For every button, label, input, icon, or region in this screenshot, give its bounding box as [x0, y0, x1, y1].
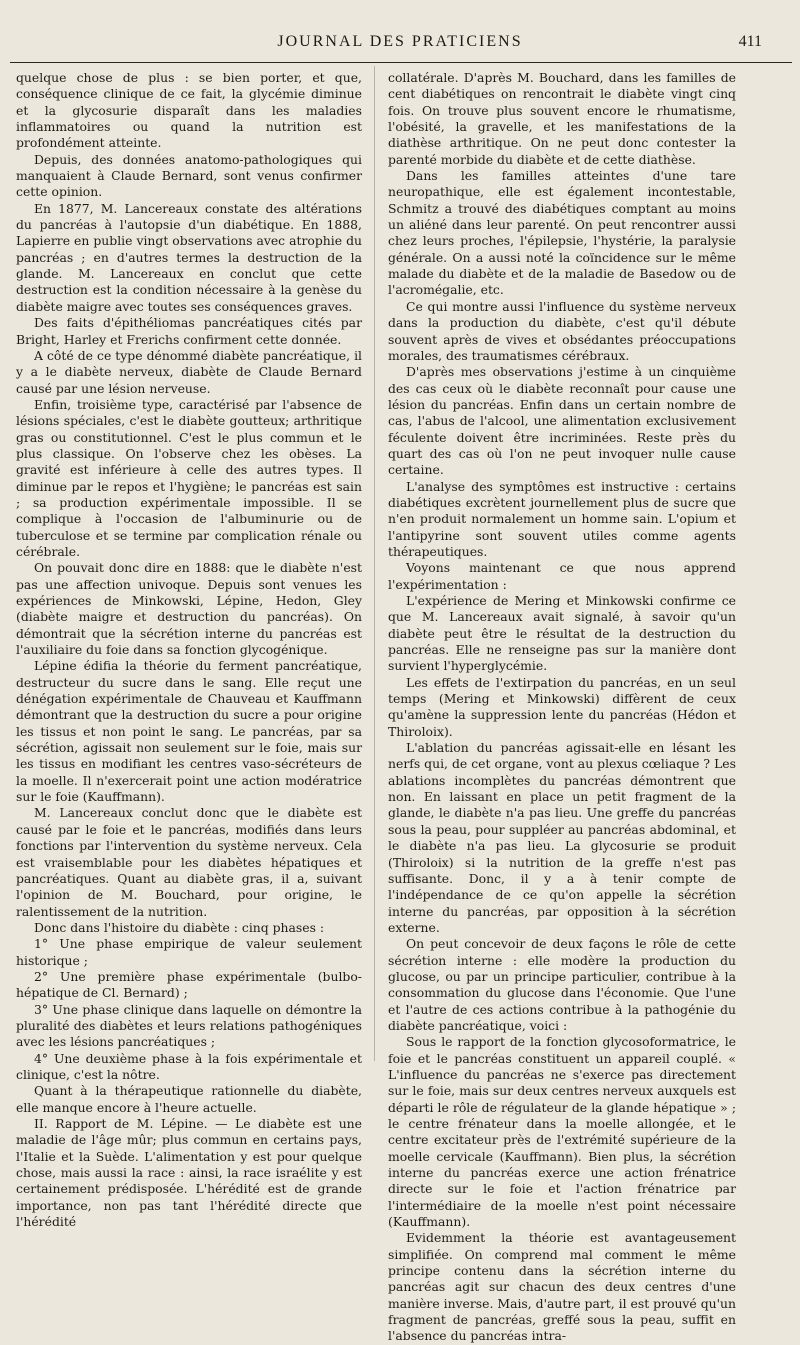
section-paragraph: II. Rapport de M. Lépine. — Le diabète est une maladie de l'âge mûr; plus commun en certains pays, l'Italie et la Suède. L'alimentation y est pour quelque chose, mais aussi la race : ainsi, la race israélite y est certainement prédisposée. L'hérédité est de grande importance, non pas tant l'hérédité directe que l'hérédité	[16, 1116, 362, 1230]
paragraph: Quant à la thérapeutique rationnelle du diabète, elle manque encore à l'heure actuelle.	[16, 1083, 362, 1115]
right-column	[388, 70, 736, 1344]
page-number: 411	[738, 33, 762, 50]
paragraph: Les effets de l'extirpation du pancréas, en un seul temps (Mering et Minkowski) diffèrent de ceux qu'amène la suppression lente du pancréas (Hédon et Thiroloix).	[388, 674, 736, 739]
paragraph: A côté de ce type dénommé diabète pancréatique, il y a le diabète nerveux, diabète de Claude Bernard causé par une lésion nerveuse.	[16, 347, 362, 396]
paragraph: Ce qui montre aussi l'influence du système nerveux dans la production du diabète, c'est qu'il débute souvent après de vives et obsédantes préoccupations morales, des traumatismes cérébraux.	[388, 298, 736, 363]
paragraph: Sous le rapport de la fonction glycosoformatrice, le foie et le pancréas constituent un appareil couplé. « L'influence du pancréas ne s'exerce pas directement sur le foie, mais sur deux centres nerveux auxquels est départi le rôle de régulateur de la glande hépatique » ; le centre frénateur dans la moelle allongée, et le centre excitateur près de l'extrémité supérieure de la moelle cervicale (Kauffmann). Bien plus, la sécrétion interne du pancréas exerce une action frénatrice directe sur le foie et l'action frénatrice par l'intermédiaire de la moelle n'est point nécessaire (Kauffmann).	[388, 1034, 736, 1230]
list-item: 2° Une première phase expérimentale (bulbo-hépatique de Cl. Bernard) ;	[16, 968, 362, 1001]
paragraph: L'expérience de Mering et Minkowski confirme ce que M. Lancereaux avait signalé, à savoir qu'un diabète peut être le résultat de la destruction du pancréas. Elle ne renseigne pas sur la manière dont survient l'hyperglycémie.	[388, 593, 736, 674]
paragraph: Dans les familles atteintes d'une tare neuropathique, elle est également incontestable, Schmitz a trouvé des diabétiques comptant au moins un aliéné dans leur parenté. On peut rencontrer aussi chez leurs proches, l'épilepsie, l'hystérie, la paralysie générale. On a aussi noté la coïncidence sur le même malade du diabète et de la maladie de Basedow ou de l'acromégalie, etc.	[388, 168, 736, 298]
list-item: 3° Une phase clinique dans laquelle on démontre la pluralité des diabètes et leurs relations pathogéniques avec les lésions pancréatiques ;	[16, 1001, 362, 1050]
paragraph: Donc dans l'histoire du diabète : cinq phases :	[34, 919, 325, 935]
paragraph: Lépine édifia la théorie du ferment pancréatique, destructeur du sucre dans le sang. Elle reçut une dénégation expérimentale de Chauveau et Kauffmann démontrant que la destruction du sucre a pour origine les tissus et non point le sang. Le pancréas, par sa sécrétion, agissait non seulement sur le foie, mais sur les tissus en modifiant les centres vaso-sécréteurs de la moelle. Il n'exercerait point une action modératrice sur le foie (Kauffmann).	[16, 658, 362, 805]
list-item: 1° Une phase empirique de valeur seulement historique ;	[16, 936, 362, 968]
paragraph: quelque chose de plus : se bien porter, et que, conséquence clinique de ce fait, la glycémie diminue et la glycosurie disparaît dans les maladies inflammatoires ou quand la nutrition est profondément atteinte.	[16, 70, 362, 151]
column-divider	[374, 66, 375, 1061]
paragraph: Des faits d'épithéliomas pancréatiques cités par Bright, Harley et Frerichs confirment cette donnée.	[16, 315, 362, 347]
list-item: 4° Une deuxième phase à la fois expérimentale et clinique, c'est la nôtre.	[16, 1050, 362, 1082]
paragraph: On pouvait donc dire en 1888: que le diabète n'est pas une affection univoque. Depuis sont venues les expériences de Minkowski, Lépine, Hedon, Gley (diabète maigre et destruction du pancréas). On démontrait que la sécrétion interne du pancréas est l'auxiliaire du foie dans sa fonction glycogénique.	[16, 560, 362, 658]
header-rule	[10, 62, 792, 63]
left-column	[16, 70, 362, 1230]
paragraph: L'ablation du pancréas agissait-elle en lésant les nerfs qui, de cet organe, vont au plexus cœliaque ? Les ablations incomplètes du pancréas démontrent que non. En laissant en place un petit fragment de la glande, le diabète n'a pas lieu. Une greffe du pancréas sous la peau, pour suppléer au pancréas abdominal, et le diabète n'a pas lieu. La glycosurie se produit (Thiroloix) si la nutrition de la greffe n'est pas suffisante. Donc, il y a à tenir compte de l'indépendance de ce qu'on appelle la sécrétion interne du pancréas, par opposition à la sécrétion externe.	[388, 740, 736, 935]
paragraph: Voyons maintenant ce que nous apprend l'expérimentation :	[388, 560, 736, 592]
paragraph: D'après mes observations j'estime à un cinquième des cas ceux où le diabète reconnaît pour cause une lésion du pancréas. Enfin dans un certain nombre de cas, l'abus de l'alcool, une alimentation exclusivement féculente doivent être incriminées. Reste près du quart des cas où l'on ne peut invoquer nulle cause certaine.	[388, 364, 736, 478]
paragraph: En 1877, M. Lancereaux constate des altérations du pancréas à l'autopsie d'un diabétique. En 1888, Lapierre en publie vingt observations avec atrophie du pancréas ; en d'autres termes la destruction de la glande. M. Lancereaux en conclut que cette destruction est la condition nécessaire à la genèse du diabète maigre avec toutes ses conséquences graves.	[16, 200, 362, 314]
running-head	[0, 0, 800, 62]
paragraph: Depuis, des données anatomo-pathologiques qui manquaient à Claude Bernard, sont venus confirmer cette opinion.	[16, 151, 362, 200]
paragraph: L'analyse des symptômes est instructive : certains diabétiques excrètent journellement plus de sucre que n'en produit normalement un homme sain. L'opium et l'antipyrine sont souvent utiles comme agents thérapeutiques.	[388, 478, 736, 559]
paragraph: Evidemment la théorie est avantageusement simplifiée. On comprend mal comment le même principe contenu dans la sécrétion interne du pancréas agit sur chacun des deux centres d'une manière inverse. Mais, d'autre part, il est prouvé qu'un fragment de pancréas, greffé sous la peau, suffit en l'absence du pancréas intra-	[388, 1230, 736, 1344]
paragraph: On peut concevoir de deux façons le rôle de cette sécrétion interne : elle modère la production du glucose, ou par un principe particulier, contribue à la consommation du glucose dans l'économie. Que l'une et l'autre de ces actions contribue à la pathogénie du diabète pancréatique, voici :	[388, 936, 736, 1033]
paragraph: collatérale. D'après M. Bouchard, dans les familles de cent diabétiques on rencontrait le diabète vingt cinq fois. On trouve plus souvent encore le rhumatisme, l'obésité, la gravelle, et les manifestations de la diathèse arthritique. On ne peut donc contester la parenté morbide du diabète et de cette diathèse.	[388, 70, 736, 167]
paragraph: M. Lancereaux conclut donc que le diabète est causé par le foie et le pancréas, modifiés dans leurs fonctions par l'intervention du système nerveux. Cela est vraisemblable pour les diabètes hépatiques et pancréatiques. Quant au diabète gras, il a, suivant l'opinion de M. Bouchard, pour origine, le ralentissement de la nutrition.	[16, 805, 362, 919]
journal-title: JOURNAL DES PRATICIENS	[277, 33, 523, 50]
paragraph: Enfin, troisième type, caractérisé par l'absence de lésions spéciales, c'est le diabète goutteux; arthritique gras ou constitutionnel. C'est le plus commun et le plus classique. On l'observe chez les obèses. La gravité est inférieure à celle des autres types. Il diminue par le repos et l'hygiène; le pancréas est sain ; sa production expérimentale impossible. Il se complique à l'occasion de l'albuminurie ou de tuberculose et se termine par complication rénale ou cérébrale.	[16, 396, 362, 559]
